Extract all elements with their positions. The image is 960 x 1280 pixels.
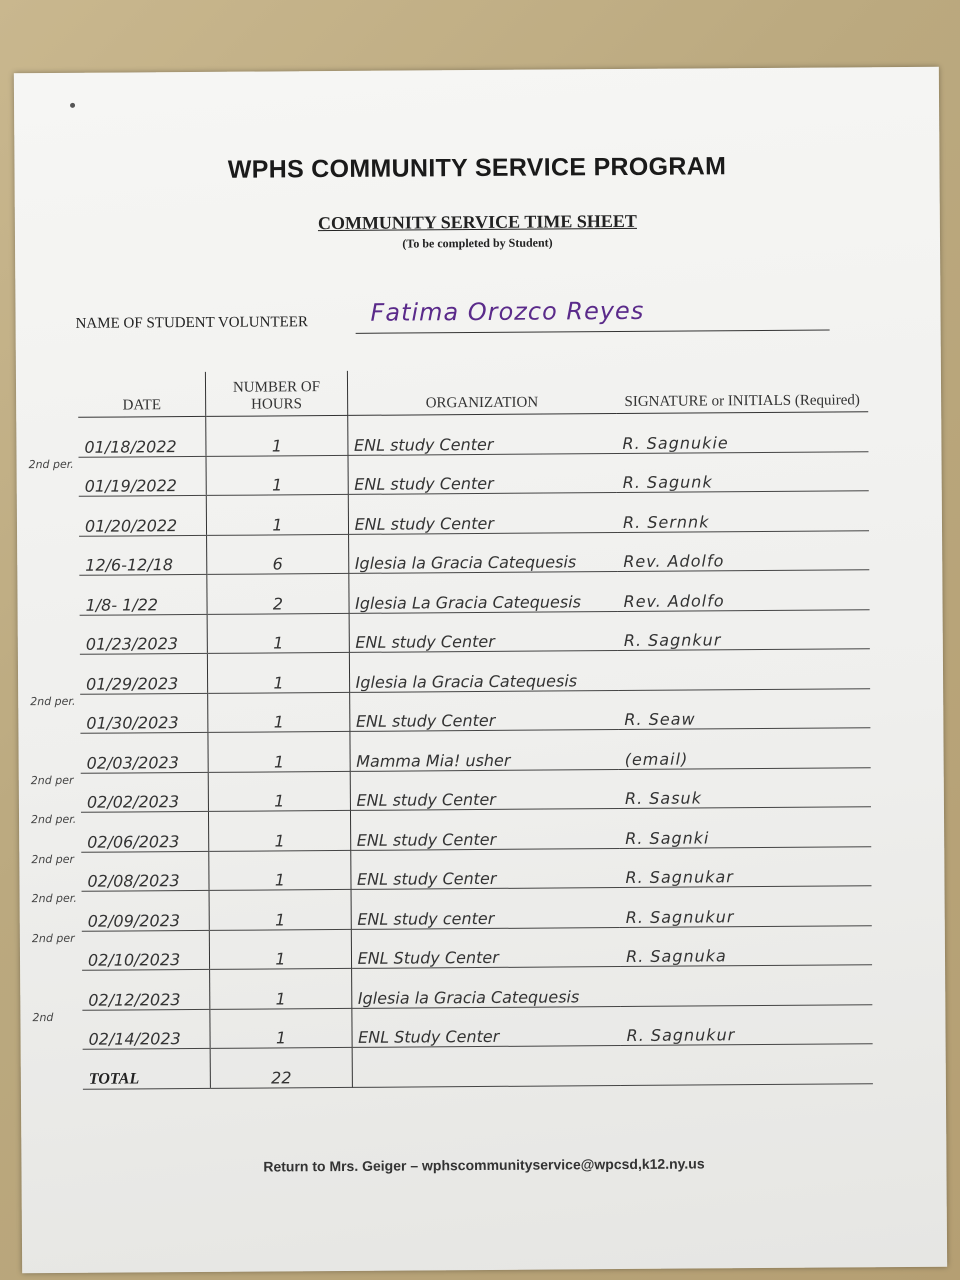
total-sig-cell (621, 1044, 873, 1085)
organization-cell-text: ENL study center (357, 908, 495, 929)
hours-cell-text: 1 (275, 909, 286, 929)
hours-cell-text: 1 (273, 712, 284, 732)
hours-cell-text: 1 (274, 870, 286, 890)
signature-cell-text: R. Sagnukur (626, 1025, 736, 1045)
date-cell (78, 416, 206, 456)
sheet-subtitle: COMMUNITY SERVICE TIME SHEET (317, 210, 637, 234)
date-cell-text: 02/12/2023 (88, 989, 181, 1010)
signature-cell (618, 649, 870, 690)
column-header-organization: ORGANIZATION (347, 369, 616, 415)
hours-cell (207, 613, 348, 653)
organization-cell-text: Iglesia la Gracia Catequesis (355, 670, 578, 692)
paper-mark (70, 103, 75, 108)
signature-cell-text: R. Sagnuka (625, 946, 727, 966)
hours-cell (207, 534, 348, 574)
date-cell (31, 930, 210, 970)
organization-cell (351, 927, 620, 968)
period-note: 2nd per (31, 852, 75, 866)
organization-cell (351, 1006, 620, 1047)
signature-cell (618, 688, 870, 729)
date-cell-text: 01/23/2023 (85, 634, 179, 654)
table-row (82, 965, 872, 1010)
organization-cell-text: ENL Study Center (357, 947, 499, 968)
total-label: TOTAL (83, 1048, 211, 1088)
organization-cell (349, 651, 618, 692)
date-cell-text: 12/6-12/18 (85, 555, 174, 575)
hours-cell (207, 494, 348, 534)
hours-cell (209, 889, 350, 929)
hours-cell-text: 1 (273, 751, 285, 771)
hours-cell (209, 771, 350, 811)
date-cell-text: 02/08/2023 (87, 871, 180, 891)
table-row (81, 767, 871, 812)
hours-cell (210, 968, 351, 1008)
table-row (82, 925, 872, 970)
table-header-row (78, 367, 868, 417)
organization-cell (348, 532, 617, 573)
signature-cell-text: Rev. Adolfo (623, 590, 725, 611)
date-cell-text: 01/18/2022 (84, 436, 177, 457)
table-row (79, 491, 869, 536)
signature-cell (617, 451, 869, 492)
table-row (81, 846, 871, 891)
hours-cell (209, 850, 350, 890)
signature-cell (617, 570, 869, 611)
footer-return-note: Return to Mrs. Geiger – wphscommunityservice@wpcsd,k12.ny.us (263, 1155, 705, 1175)
period-note: 2nd per. (28, 457, 74, 471)
date-cell-text: 02/06/2023 (87, 831, 180, 852)
hours-cell (210, 1008, 351, 1048)
date-cell (30, 693, 208, 733)
organization-cell-text: ENL study Center (355, 710, 496, 731)
signature-cell-text: R. Sernnk (622, 511, 710, 532)
date-cell (79, 495, 207, 535)
hours-cell-text: 1 (273, 633, 284, 653)
hours-cell (206, 415, 347, 455)
table-row (80, 688, 870, 733)
signature-cell-text: R. Sagnki (625, 827, 710, 848)
date-cell-text: 01/20/2022 (84, 515, 178, 536)
date-cell-text: 02/02/2023 (86, 792, 180, 812)
signature-cell (617, 530, 869, 571)
signature-cell (620, 965, 872, 1006)
signature-cell (620, 886, 872, 927)
organization-cell (350, 848, 619, 889)
organization-cell (347, 414, 616, 455)
organization-cell-text: Iglesia la Gracia Catequesis (357, 986, 580, 1008)
table-row (80, 609, 870, 654)
organization-cell (351, 967, 620, 1008)
column-header-date: DATE (78, 372, 206, 417)
period-note: 2nd (32, 1010, 54, 1024)
organization-cell (351, 888, 620, 929)
hours-cell (207, 573, 348, 613)
hours-cell-text: 1 (275, 949, 286, 969)
organization-cell-text: ENL study Center (354, 513, 494, 534)
signature-cell (619, 846, 871, 887)
date-cell-text: 02/10/2023 (87, 950, 181, 970)
hours-cell (209, 810, 350, 850)
organization-cell (348, 493, 617, 534)
signature-cell (616, 412, 868, 453)
signature-cell (620, 925, 872, 966)
table-row (79, 451, 869, 496)
hours-cell-text: 1 (272, 514, 283, 534)
signature-cell-text: R. Sagnukie (622, 432, 729, 453)
hours-cell-text: 1 (274, 791, 285, 811)
signature-cell (619, 767, 871, 808)
organization-cell-text: ENL study Center (356, 789, 496, 810)
date-cell (82, 969, 210, 1009)
date-cell-text: 01/19/2022 (84, 476, 177, 496)
hours-cell-text: 1 (274, 830, 285, 850)
hours-cell-text: 1 (275, 988, 286, 1008)
period-note: 2nd per. (30, 812, 77, 827)
signature-cell-text: R. Sagnkur (623, 630, 722, 650)
hours-cell-text: 1 (275, 1028, 287, 1048)
date-cell (32, 1009, 210, 1049)
hours-cell (208, 652, 349, 692)
date-cell (79, 574, 207, 614)
signature-cell (618, 728, 870, 769)
date-cell (79, 535, 207, 575)
period-note: 2nd per (31, 931, 75, 945)
signature-cell (620, 1004, 872, 1045)
sheet-note: (To be completed by Student) (402, 235, 553, 251)
date-cell-text: 01/30/2023 (86, 713, 179, 733)
date-cell (80, 732, 208, 772)
hours-cell (208, 692, 349, 732)
time-sheet-table (28, 367, 873, 1089)
table-row (80, 649, 870, 694)
organization-cell (349, 730, 618, 771)
signature-cell-text: (email) (624, 749, 689, 769)
column-header-hours: NUMBER OF HOURS (206, 371, 348, 416)
total-row (83, 1044, 873, 1089)
date-cell (28, 456, 207, 496)
organization-cell-text: ENL study Center (355, 631, 495, 652)
date-cell (31, 851, 209, 891)
table-row (80, 728, 870, 773)
date-cell-text: 02/03/2023 (86, 752, 179, 773)
hours-cell-text: 1 (273, 672, 284, 692)
organization-cell-text: Mamma Mia! usher (356, 750, 511, 771)
date-cell (31, 890, 210, 931)
table-row (79, 530, 869, 575)
signature-cell-text: Rev. Adolfo (623, 551, 725, 572)
organization-cell (349, 611, 618, 652)
period-note: 2nd per. (31, 891, 77, 906)
page-title: WPHS COMMUNITY SERVICE PROGRAM (227, 152, 727, 184)
hours-cell-text: 1 (271, 475, 283, 495)
student-name-line (356, 330, 830, 334)
hours-cell-text: 6 (272, 554, 283, 574)
organization-cell (349, 690, 618, 731)
student-name-value: Fatima Orozco Reyes (370, 296, 645, 327)
date-cell (30, 772, 209, 812)
date-cell-text: 1/8- 1/22 (85, 594, 159, 615)
organization-cell-text: ENL Study Center (358, 1026, 500, 1047)
signature-cell (618, 609, 870, 650)
student-name-label: NAME OF STUDENT VOLUNTEER (75, 314, 308, 332)
period-note: 2nd per. (30, 694, 76, 708)
table-row (82, 886, 872, 931)
organization-cell-text: Iglesia la Gracia Catequesis (354, 552, 577, 573)
signature-cell-text: R. Sagnukar (625, 867, 734, 887)
organization-cell-text: ENL study Center (353, 434, 494, 455)
date-cell-text: 01/29/2023 (86, 673, 179, 694)
date-cell (30, 811, 209, 852)
date-cell (80, 653, 208, 693)
organization-cell-text: Iglesia La Gracia Catequesis (355, 591, 582, 613)
table-row (78, 412, 868, 457)
column-header-signature: SIGNATURE or INITIALS (Required) (616, 367, 868, 413)
hours-cell (210, 929, 351, 969)
table-row (79, 570, 869, 615)
hours-cell-text: 1 (271, 435, 283, 455)
signature-cell-text: R. Sagunk (622, 472, 713, 493)
signature-cell-text: R. Sagnukur (625, 906, 735, 927)
hours-cell (206, 455, 347, 495)
total-value: 22 (210, 1047, 351, 1087)
hours-cell-text: 2 (272, 593, 284, 613)
hours-cell (208, 731, 349, 771)
signature-cell (619, 807, 871, 848)
organization-cell (350, 769, 619, 810)
signature-cell-text: R. Seaw (624, 709, 696, 729)
organization-cell-text: ENL study Center (356, 829, 497, 850)
organization-cell-text: ENL study Center (354, 473, 494, 494)
date-cell (80, 614, 208, 654)
organization-cell (350, 809, 619, 850)
date-cell-text: 02/14/2023 (88, 1029, 181, 1049)
signature-cell-text: R. Sasuk (624, 788, 702, 808)
time-sheet-paper (14, 67, 947, 1273)
date-cell-text: 02/09/2023 (87, 910, 181, 931)
signature-cell (617, 491, 869, 532)
organization-cell (348, 453, 617, 494)
period-note: 2nd per (30, 773, 74, 787)
organization-cell-text: ENL study Center (356, 868, 497, 889)
table-row (82, 1004, 872, 1049)
organization-cell (348, 572, 617, 613)
table-row (81, 807, 871, 852)
total-org-cell (352, 1046, 621, 1087)
